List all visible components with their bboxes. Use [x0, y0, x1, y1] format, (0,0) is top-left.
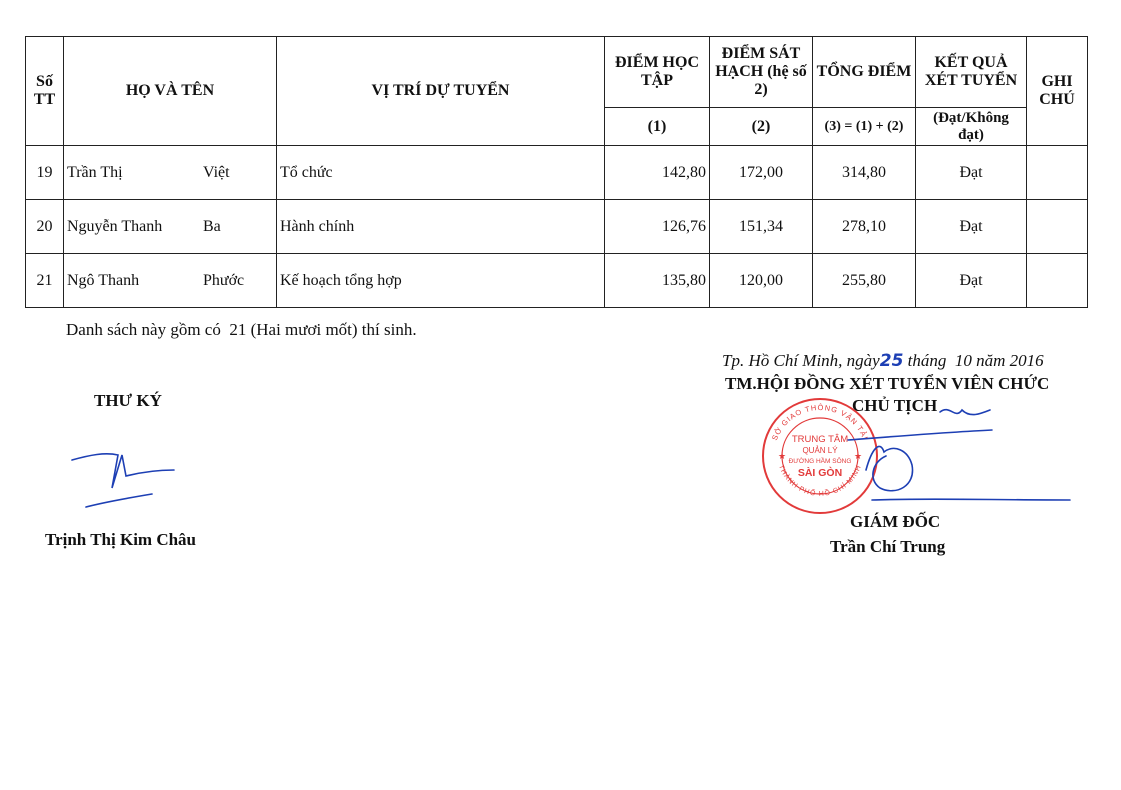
cell-last-name: Ngô Thanh — [67, 271, 140, 289]
cell-name — [64, 146, 277, 200]
subheader-result: (Đạt/Không đạt) — [916, 108, 1027, 146]
cell-name — [64, 200, 277, 254]
cell-result: Đạt — [916, 200, 1027, 254]
header-study-score: ĐIỂM HỌC TẬP — [605, 37, 710, 108]
header-name: HỌ VÀ TÊN — [64, 37, 277, 146]
summary-note: Danh sách này gồm có 21 (Hai mươi mốt) thí sinh. — [66, 320, 417, 339]
chair-title: CHỦ TỊCH — [852, 396, 938, 415]
subheader-exam-score: (2) — [710, 108, 813, 146]
stamp-star-right: ★ — [854, 451, 863, 461]
stamp-line-3: ĐƯỜNG HẦM SÔNG — [788, 458, 852, 465]
stamp-star-left: ★ — [778, 451, 787, 461]
cell-study-score: 135,80 — [605, 254, 710, 308]
secretary-title: THƯ KÝ — [94, 391, 162, 410]
cell-note — [1027, 200, 1088, 254]
header-stt: Số TT — [26, 37, 64, 146]
header-position: VỊ TRÍ DỰ TUYỂN — [277, 37, 605, 146]
cell-note — [1027, 254, 1088, 308]
stamp-line-1: TRUNG TÂM — [791, 434, 849, 445]
date-day-handwritten: 25 — [879, 351, 904, 371]
director-name: Trần Chí Trung — [830, 537, 946, 556]
cell-exam-score: 151,34 — [710, 200, 813, 254]
subheader-study-score: (1) — [605, 108, 710, 146]
cell-name — [64, 254, 277, 308]
cell-first-name: Ba — [203, 217, 221, 235]
header-total: TỔNG ĐIỂM — [813, 37, 916, 108]
cell-exam-score: 120,00 — [710, 254, 813, 308]
director-title: GIÁM ĐỐC — [850, 512, 941, 531]
table-row — [26, 200, 1088, 254]
cell-position: Hành chính — [277, 200, 605, 254]
stamp-line-4: SÀI GÒN — [797, 467, 843, 479]
cell-stt: 19 — [26, 146, 64, 200]
header-result: KẾT QUẢ XÉT TUYỂN — [916, 37, 1027, 108]
cell-total: 255,80 — [813, 254, 916, 308]
cell-first-name: Phước — [203, 271, 245, 289]
cell-last-name: Nguyễn Thanh — [67, 217, 163, 235]
table-row — [26, 254, 1088, 308]
cell-first-name: Việt — [203, 163, 230, 181]
secretary-signature — [72, 454, 174, 507]
cell-exam-score: 172,00 — [710, 146, 813, 200]
cell-result: Đạt — [916, 146, 1027, 200]
header-exam-score: ĐIỂM SÁT HẠCH (hệ số 2) — [710, 37, 813, 108]
stamp-line-2: QUẢN LÝ — [802, 446, 838, 455]
cell-result: Đạt — [916, 254, 1027, 308]
official-seal-stamp — [760, 396, 880, 516]
chair-signature — [848, 410, 1070, 500]
cell-stt: 21 — [26, 254, 64, 308]
header-note: GHI CHÚ — [1027, 37, 1088, 146]
cell-stt: 20 — [26, 200, 64, 254]
cell-note — [1027, 146, 1088, 200]
table-row — [26, 146, 1088, 200]
cell-last-name: Trần Thị — [67, 163, 123, 181]
stamp-outer-bottom-text: THÀNH PHỐ HỒ CHÍ MINH — [777, 463, 863, 498]
secretary-name: Trịnh Thị Kim Châu — [45, 530, 197, 549]
cell-position: Kế hoạch tổng hợp — [277, 254, 605, 308]
cell-total: 278,10 — [813, 200, 916, 254]
cell-study-score: 142,80 — [605, 146, 710, 200]
date-line — [722, 351, 1044, 371]
date-suffix: tháng 10 năm 2016 — [903, 351, 1044, 370]
stamp-outer-text: SỞ GIAO THÔNG VẬN TẢI — [769, 402, 871, 442]
subheader-total: (3) = (1) + (2) — [813, 108, 916, 146]
cell-total: 314,80 — [813, 146, 916, 200]
council-title: TM.HỘI ĐỒNG XÉT TUYỂN VIÊN CHỨC — [725, 374, 1050, 393]
date-prefix: Tp. Hồ Chí Minh, ngày — [722, 351, 880, 370]
results-table — [25, 36, 1088, 308]
cell-position: Tổ chức — [277, 146, 605, 200]
cell-study-score: 126,76 — [605, 200, 710, 254]
